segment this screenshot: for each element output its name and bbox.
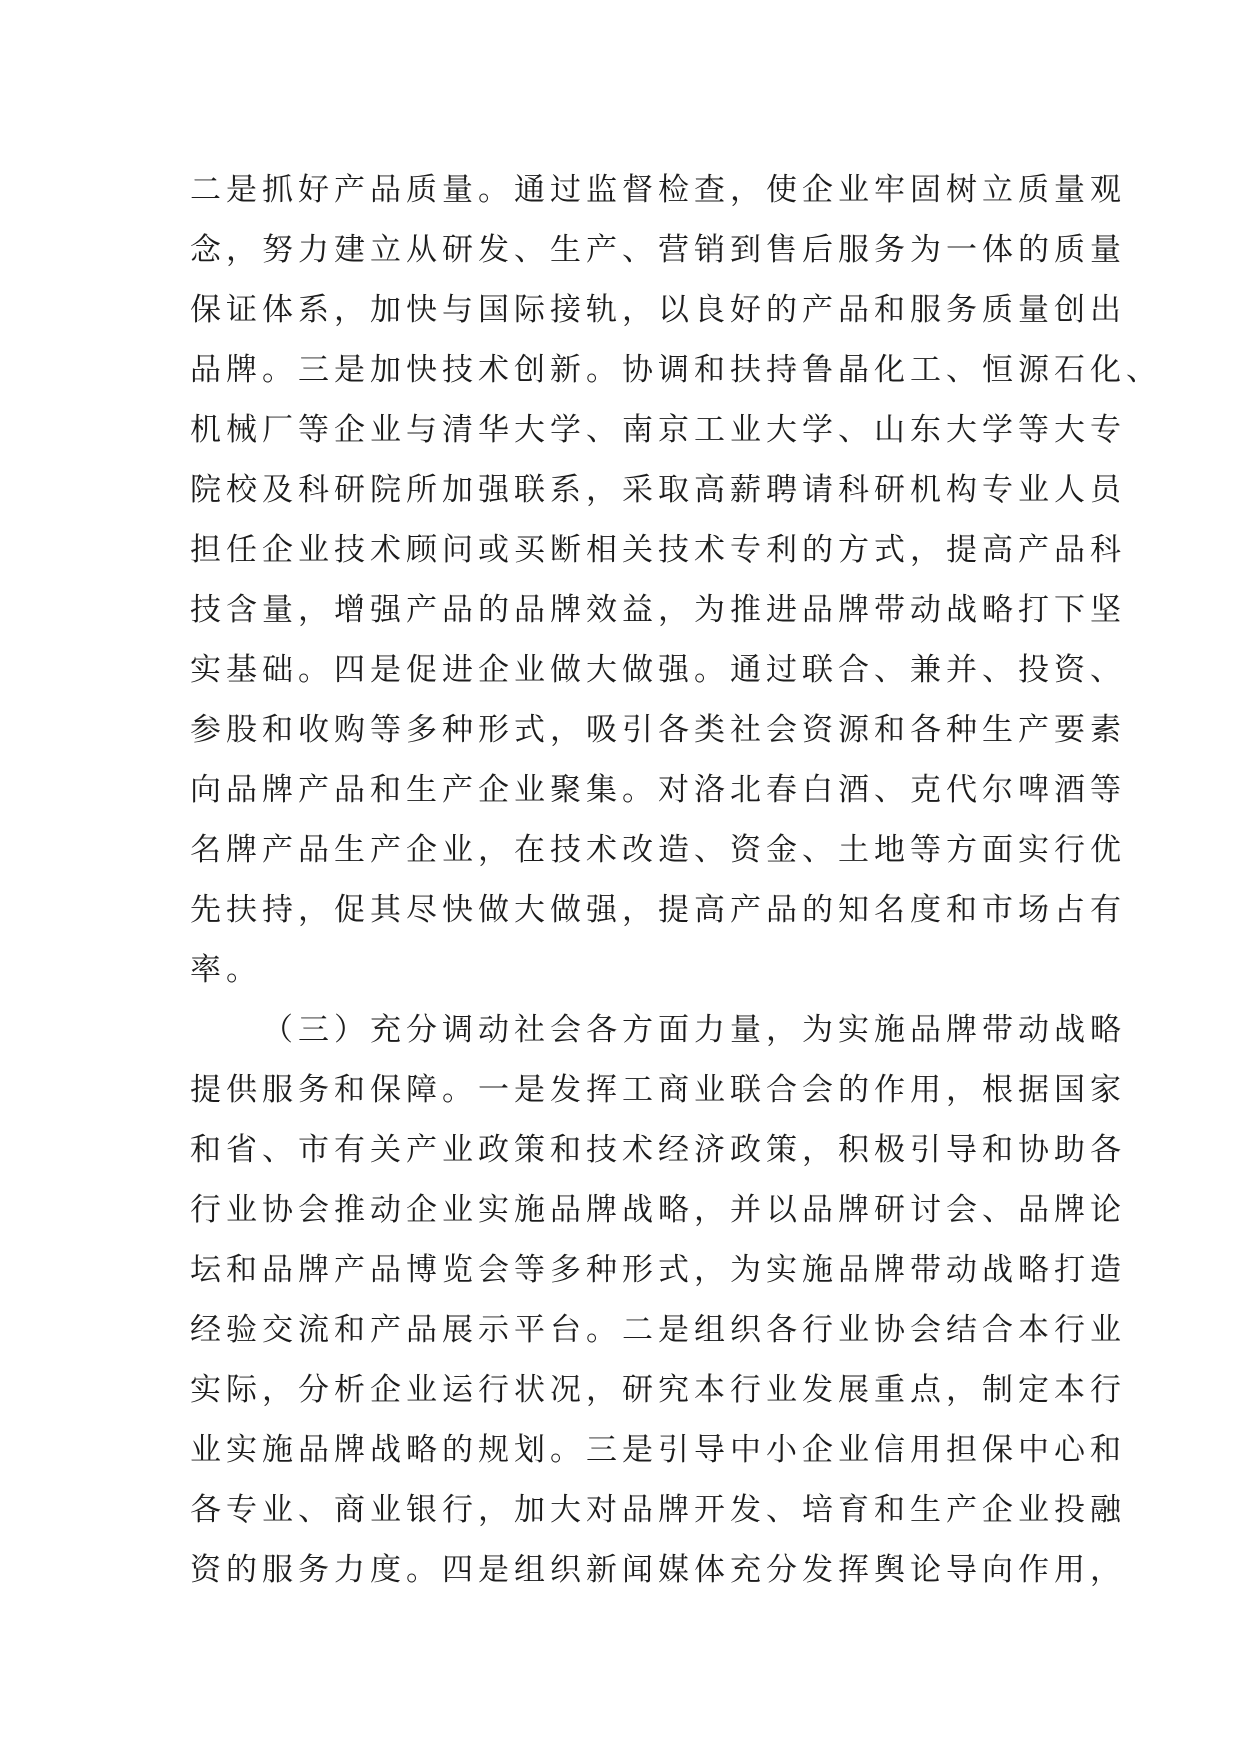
text-line: 机械厂等企业与清华大学、南京工业大学、山东大学等大专 (190, 412, 1126, 448)
text-line: 技含量，增强产品的品牌效益，为推进品牌带动战略打下坚 (190, 592, 1126, 628)
text-line: 业实施品牌战略的规划。三是引导中小企业信用担保中心和 (190, 1432, 1126, 1468)
text-line: 院校及科研院所加强联系，采取高薪聘请科研机构专业人员 (190, 472, 1126, 508)
text-line: 提供服务和保障。一是发挥工商业联合会的作用，根据国家 (190, 1072, 1126, 1108)
text-line: 资的服务力度。四是组织新闻媒体充分发挥舆论导向作用， (190, 1552, 1126, 1588)
text-line: 实际，分析企业运行状况，研究本行业发展重点，制定本行 (190, 1372, 1126, 1408)
section-heading-line: （三）充分调动社会各方面力量，为实施品牌带动战略 (262, 1012, 1126, 1048)
text-line: 保证体系，加快与国际接轨，以良好的产品和服务质量创出 (190, 292, 1126, 328)
text-line: 率。 (190, 952, 262, 988)
text-line: 品牌。三是加快技术创新。协调和扶持鲁晶化工、恒源石化、 (190, 352, 1162, 388)
text-line: 先扶持，促其尽快做大做强，提高产品的知名度和市场占有 (190, 892, 1126, 928)
text-line: 和省、市有关产业政策和技术经济政策，积极引导和协助各 (190, 1132, 1126, 1168)
text-line: 实基础。四是促进企业做大做强。通过联合、兼并、投资、 (190, 652, 1126, 688)
text-line: 二是抓好产品质量。通过监督检查，使企业牢固树立质量观 (190, 172, 1126, 208)
text-line: 念，努力建立从研发、生产、营销到售后服务为一体的质量 (190, 232, 1126, 268)
text-line: 名牌产品生产企业，在技术改造、资金、土地等方面实行优 (190, 832, 1126, 868)
text-line: 各专业、商业银行，加大对品牌开发、培育和生产企业投融 (190, 1492, 1126, 1528)
text-line: 行业协会推动企业实施品牌战略，并以品牌研讨会、品牌论 (190, 1192, 1126, 1228)
text-line: 参股和收购等多种形式，吸引各类社会资源和各种生产要素 (190, 712, 1126, 748)
text-line: 经验交流和产品展示平台。二是组织各行业协会结合本行业 (190, 1312, 1126, 1348)
text-line: 坛和品牌产品博览会等多种形式，为实施品牌带动战略打造 (190, 1252, 1126, 1288)
text-line: 担任企业技术顾问或买断相关技术专利的方式，提高产品科 (190, 532, 1126, 568)
text-line: 向品牌产品和生产企业聚集。对洛北春白酒、克代尔啤酒等 (190, 772, 1126, 808)
body-text (190, 160, 1162, 1600)
